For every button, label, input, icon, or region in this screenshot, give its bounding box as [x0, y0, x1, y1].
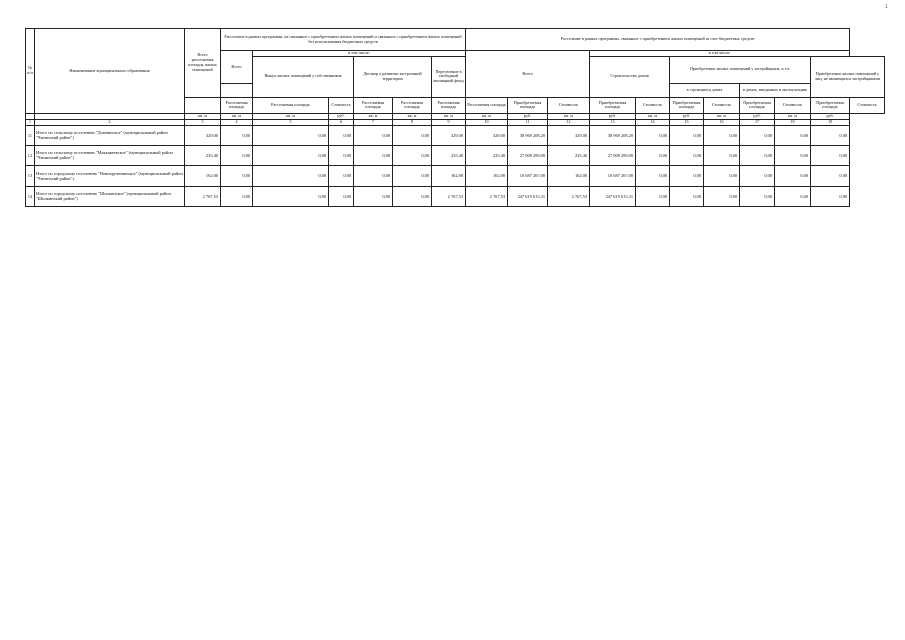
sub-cost: Стоимость — [636, 97, 670, 113]
row-value: 0,00 — [221, 165, 253, 186]
row-value: 162,00 — [548, 165, 590, 186]
row-value: 0,00 — [704, 165, 740, 186]
sub-cost: Стоимость — [548, 97, 590, 113]
b-total-header: Всего — [466, 51, 590, 98]
b-purchase-header: Приобретение жилых помещений у застройщиков, в т.ч. — [670, 56, 811, 83]
unit-cell: кв. м — [221, 113, 253, 119]
b-construction-header: Строительство домов — [590, 56, 670, 97]
unit-cell: кв. м — [636, 113, 670, 119]
table-row — [26, 125, 885, 145]
row-value: 0,00 — [329, 186, 354, 206]
a-including-header: в том числе: — [253, 51, 466, 57]
row-value: 0,00 — [740, 145, 775, 165]
row-value: 162,00 — [432, 165, 466, 186]
column-number: 19 — [811, 119, 850, 125]
column-number: 16 — [704, 119, 740, 125]
unit-cell: руб. — [670, 113, 704, 119]
row-value: 0,00 — [393, 145, 432, 165]
row-value: 2 767,53 — [185, 186, 221, 206]
a-contract-header: Договор о развитии застроенной территории — [354, 56, 432, 97]
row-value: 0,00 — [811, 145, 850, 165]
data-rows — [26, 125, 885, 206]
sub-resettled-area: Расселяемая площадь — [354, 97, 393, 113]
sub-resettled-area: Расселяемая площадь — [253, 97, 329, 113]
unit-cell: руб. — [740, 113, 775, 119]
unit-cell: кв. м — [185, 113, 221, 119]
sub-resettled-area: Расселяемая площадь — [393, 97, 432, 113]
row-value: 0,00 — [670, 125, 704, 145]
row-value: 0,00 — [811, 165, 850, 186]
row-value: 0,00 — [636, 125, 670, 145]
column-number: 12 — [548, 119, 590, 125]
column-number: 11 — [508, 119, 548, 125]
column-number: 2 — [35, 119, 185, 125]
resettlement-table — [25, 28, 885, 207]
column-number: 3 — [185, 119, 221, 125]
row-value: 0,00 — [393, 165, 432, 186]
row-value: 0,00 — [329, 165, 354, 186]
column-number: 18 — [775, 119, 811, 125]
row-value: 0,00 — [775, 165, 811, 186]
unit-cell: кв. м — [548, 113, 590, 119]
row-value: 0,00 — [636, 165, 670, 186]
row-name: Итого по сельскому поселению "Домнинское" (муниципальный район "Читинский район") — [35, 125, 185, 145]
unit-cell: руб. — [811, 113, 850, 119]
column-number: 10 — [466, 119, 508, 125]
column-number: 4 — [221, 119, 253, 125]
row-value: 0,00 — [740, 125, 775, 145]
sub-cost: Стоимость — [704, 97, 740, 113]
row-value: 0,00 — [253, 165, 329, 186]
row-value: 162,00 — [466, 165, 508, 186]
row-value: 10 687 267,00 — [590, 165, 636, 186]
sub-acquired-area: Приобретаемая площадь — [670, 97, 704, 113]
b-including-header: в том числе: — [590, 51, 850, 57]
row-value: 0,00 — [354, 186, 393, 206]
column-number: 1 — [26, 119, 35, 125]
row-value: 247 619 615,31 — [590, 186, 636, 206]
row-value: 0,00 — [636, 186, 670, 206]
row-number: 13 — [26, 165, 35, 186]
sub-acquired-area: Приобретаемая площадь — [740, 97, 775, 113]
row-value: 0,00 — [775, 125, 811, 145]
row-value: 0,00 — [704, 125, 740, 145]
row-value: 235,40 — [548, 145, 590, 165]
column-number: 9 — [432, 119, 466, 125]
row-name: Итого по городскому поселению "Новокручининское" (муниципальный район "Читинский район") — [35, 165, 185, 186]
row-value: 0,00 — [670, 165, 704, 186]
row-value: 0,00 — [253, 125, 329, 145]
row-value: 38 969 208,20 — [508, 125, 548, 145]
row-value: 235,40 — [432, 145, 466, 165]
row-value: 0,00 — [329, 145, 354, 165]
row-value: 0,00 — [253, 145, 329, 165]
row-number: 14 — [26, 186, 35, 206]
b-in-commissioned-header: в домах, введенных в эксплуатацию — [740, 83, 811, 97]
row-value: 329,00 — [185, 125, 221, 145]
row-value: 2 767,53 — [548, 186, 590, 206]
row-value: 0,00 — [393, 125, 432, 145]
unit-cell: кв. м — [466, 113, 508, 119]
unit-cell: кв. м — [253, 113, 329, 119]
column-number: 7 — [354, 119, 393, 125]
unit-cell: руб. — [508, 113, 548, 119]
group-b-header: Расселение в рамках программы, связанное с приобретением жилых помещений за счет бюджетных средств — [466, 29, 850, 51]
b-in-built-header: в строящихся домах — [670, 83, 740, 97]
row-value: 2 767,53 — [432, 186, 466, 206]
row-value: 235,40 — [466, 145, 508, 165]
column-number: 13 — [590, 119, 636, 125]
row-value: 0,00 — [740, 186, 775, 206]
unit-cell: кв. м — [704, 113, 740, 119]
row-value: 0,00 — [811, 125, 850, 145]
row-value: 0,00 — [704, 186, 740, 206]
row-value: 0,00 — [354, 165, 393, 186]
row-number: 12 — [26, 145, 35, 165]
row-value: 247 619 615,31 — [508, 186, 548, 206]
col-name-header: Наименование муниципального образования — [35, 29, 185, 114]
row-value: 27 008 299,00 — [590, 145, 636, 165]
table-row — [26, 165, 885, 186]
sub-cost: Стоимость — [775, 97, 811, 113]
group-a-header: Расселение в рамках программы, не связанное с приобретением жилых помещений и связанное с приобретением жилых помещений без использования бюджетных средств — [221, 29, 466, 51]
col-total-area-header: Всего расселяемая площадь жилых помещений — [185, 29, 221, 98]
row-value: 0,00 — [221, 145, 253, 165]
row-value: 0,00 — [221, 186, 253, 206]
row-value: 329,00 — [466, 125, 508, 145]
row-value: 0,00 — [354, 125, 393, 145]
row-value: 0,00 — [775, 145, 811, 165]
row-name: Итого по городскому поселению "Шилкинское" (муниципальный район "Шилкинский район") — [35, 186, 185, 206]
row-value: 235,40 — [185, 145, 221, 165]
column-number: 6 — [329, 119, 354, 125]
unit-cell: руб. — [590, 113, 636, 119]
row-value: 38 969 208,20 — [590, 125, 636, 145]
column-number: 15 — [670, 119, 704, 125]
unit-cell: кв. м — [432, 113, 466, 119]
row-value: 0,00 — [636, 145, 670, 165]
a-free-fund-header: Переселение в свободный жилищный фонд — [432, 56, 466, 97]
unit-cell: кв. м — [775, 113, 811, 119]
row-value: 0,00 — [221, 125, 253, 145]
row-value: 0,00 — [253, 186, 329, 206]
row-value: 27 008 299,00 — [508, 145, 548, 165]
row-value: 10 687 267,00 — [508, 165, 548, 186]
row-value: 0,00 — [811, 186, 850, 206]
row-value: 329,00 — [432, 125, 466, 145]
row-value: 0,00 — [329, 125, 354, 145]
b-non-developer-header: Приобретение жилых помещений у лиц, не являющихся застройщиками — [811, 56, 885, 97]
a-total-header: Всего — [221, 51, 253, 84]
sub-acquired-area: Приобретаемая площадь — [590, 97, 636, 113]
column-number: 8 — [393, 119, 432, 125]
column-number: 5 — [253, 119, 329, 125]
sub-cost: Стоимость — [850, 97, 885, 113]
a-total-header-cont — [221, 83, 253, 97]
unit-cell: кв. м — [354, 113, 393, 119]
row-value: 162,00 — [185, 165, 221, 186]
page-number: 1 — [885, 4, 888, 10]
sub-acquired-area: Приобретаемая площадь — [811, 97, 850, 113]
row-value: 2 767,53 — [466, 186, 508, 206]
sub-cost: Стоимость — [329, 97, 354, 113]
row-name: Итого по сельскому поселению "Маккавеевское" (муниципальный район "Читинский район") — [35, 145, 185, 165]
row-value: 0,00 — [354, 145, 393, 165]
sub-acquired-area: Приобретаемая площадь — [508, 97, 548, 113]
table-row — [26, 186, 885, 206]
sub-resettled-area: Расселяемая площадь — [221, 97, 253, 113]
sub-resettled-area: Расселяемая площадь — [466, 97, 508, 113]
row-value: 0,00 — [393, 186, 432, 206]
column-number: 17 — [740, 119, 775, 125]
sub-total-area — [185, 97, 221, 113]
row-value: 329,00 — [548, 125, 590, 145]
col-no-header: № п/п — [26, 29, 35, 114]
row-value: 0,00 — [775, 186, 811, 206]
unit-cell: руб. — [329, 113, 354, 119]
column-number: 14 — [636, 119, 670, 125]
row-value: 0,00 — [704, 145, 740, 165]
row-value: 0,00 — [670, 145, 704, 165]
row-value: 0,00 — [740, 165, 775, 186]
row-value: 0,00 — [670, 186, 704, 206]
sub-resettled-area: Расселяемая площадь — [432, 97, 466, 113]
a-buyout-header: Выкуп жилых помещений у собственников — [253, 56, 354, 97]
table-row — [26, 145, 885, 165]
unit-cell: кв. м — [393, 113, 432, 119]
row-number: 11 — [26, 125, 35, 145]
